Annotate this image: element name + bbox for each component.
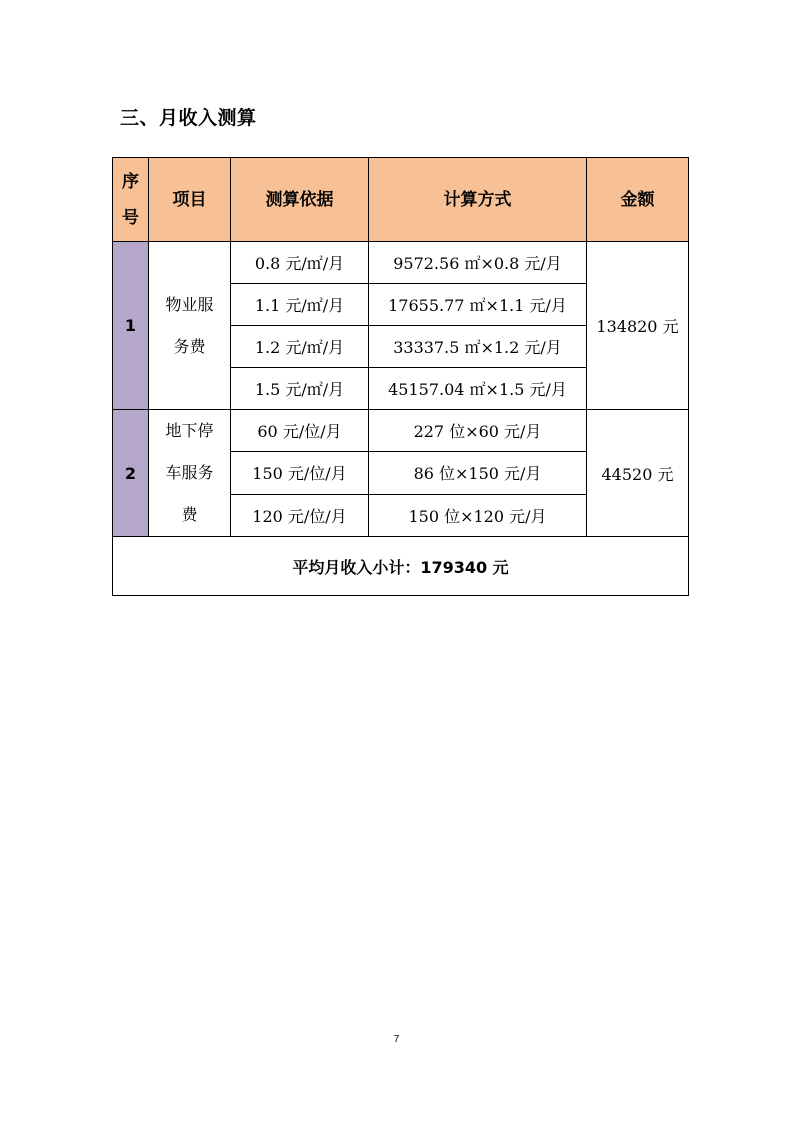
basis-cell: 0.8 元/㎡/月 (231, 242, 369, 284)
amount-cell: 44520 元 (587, 410, 689, 537)
basis-cell: 1.2 元/㎡/月 (231, 326, 369, 368)
method-cell: 9572.56 ㎡×0.8 元/月 (369, 242, 587, 284)
seq-cell: 1 (113, 242, 149, 410)
method-cell: 45157.04 ㎡×1.5 元/月 (369, 368, 587, 410)
income-calculation-table (112, 157, 689, 596)
basis-cell: 1.5 元/㎡/月 (231, 368, 369, 410)
page-number: 7 (393, 1034, 400, 1045)
header-method: 计算方式 (369, 158, 587, 242)
header-basis: 测算依据 (231, 158, 369, 242)
section-heading: 三、月收入测算 (120, 107, 257, 129)
header-seq: 序号 (113, 158, 149, 242)
method-cell: 150 位×120 元/月 (369, 494, 587, 536)
header-item: 项目 (149, 158, 231, 242)
item-cell: 地下停车服务费 (149, 410, 231, 537)
item-cell: 物业服务费 (149, 242, 231, 410)
method-cell: 86 位×150 元/月 (369, 452, 587, 494)
basis-cell: 60 元/位/月 (231, 410, 369, 452)
method-cell: 227 位×60 元/月 (369, 410, 587, 452)
table-row (113, 410, 689, 452)
total-cell: 平均月收入小计：179340 元 (113, 537, 689, 596)
seq-cell: 2 (113, 410, 149, 537)
method-cell: 17655.77 ㎡×1.1 元/月 (369, 284, 587, 326)
basis-cell: 120 元/位/月 (231, 494, 369, 536)
header-amount: 金额 (587, 158, 689, 242)
table-header-row (113, 158, 689, 242)
table-row (113, 242, 689, 284)
basis-cell: 150 元/位/月 (231, 452, 369, 494)
amount-cell: 134820 元 (587, 242, 689, 410)
basis-cell: 1.1 元/㎡/月 (231, 284, 369, 326)
total-row (113, 537, 689, 596)
method-cell: 33337.5 ㎡×1.2 元/月 (369, 326, 587, 368)
